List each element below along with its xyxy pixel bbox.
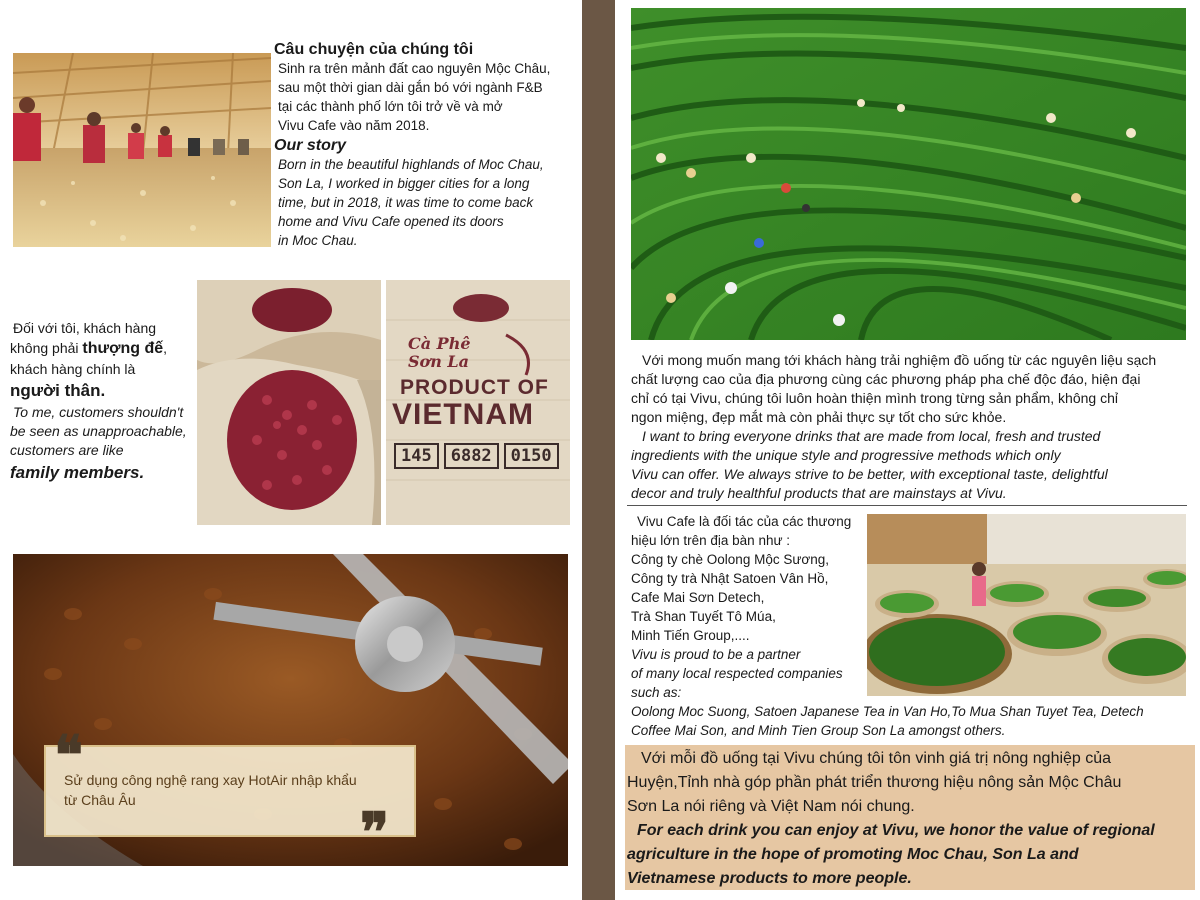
partners-en-line: Vivu is proud to be a partner [631,647,801,662]
partners-vn-line: Công ty trà Nhật Satoen Vân Hồ, [631,571,829,586]
honor-vn-line: Huyện,Tỉnh nhà góp phần phát triển thương hiệu nông sản Mộc Châu [627,774,1122,791]
open-quote-icon: ❝ [54,723,84,787]
honor-text-block [627,747,1193,891]
customers-vn-line: không phải thượng đế, [10,340,168,357]
partners-vn-line: Công ty chè Oolong Mộc Sương, [631,552,829,567]
story-body-vn-line: tại các thành phố lớn tôi trở về và mở [278,99,503,114]
honor-vn-line: Với mỗi đồ uống tại Vivu chúng tôi tôn vinh giá trị nông nghiệp của [641,750,1112,767]
story-body-en-line: Son La, I worked in bigger cities for a long [278,176,530,191]
mission-en-line: Vivu can offer. We always strive to be better, with exceptional taste, delightful [631,466,1108,482]
story-body-en-line: in Moc Chau. [278,233,358,248]
partners-en-line: of many local respected companies [631,666,843,681]
mission-en-line: ingredients with the unique style and progressive methods which only [631,447,1061,463]
story-body-vn [278,59,580,135]
mission-vn-line: ngon miệng, đẹp mắt mà còn phải thực sự tốt cho sức khỏe. [631,409,1007,425]
section-rule [627,505,1187,506]
sack-code: 6882 [444,443,499,469]
mission-vn-line: Với mong muốn mang tới khách hàng trải nghiệm đồ uống từ các nguyên liệu sạch [642,352,1157,368]
mission-vn-line: chỉ có tại Vivu, chúng tôi luôn hoàn thiện mình trong từng sản phẩm, không chỉ [631,390,1118,406]
roast-quote-line: Sử dụng công nghệ rang xay HotAir nhập khẩu [64,772,357,788]
story-text-block [274,41,580,250]
customers-en-line: customers are like [10,442,124,458]
story-title-vn: Câu chuyện của chúng tôi [274,41,474,58]
story-title-en: Our story [274,137,347,154]
sack-product-of-text: PRODUCT OF [400,376,549,399]
sack-vietnam-text: VIETNAM [392,398,534,431]
partners-vn-line: hiệu lớn trên địa bàn như : [631,533,790,548]
partners-text-block [631,512,1191,740]
honor-en-line: Vietnamese products to more people. [627,870,912,887]
story-body-vn-line: Vivu Cafe vào năm 2018. [278,118,430,133]
tea-plantation-photo [631,8,1186,340]
close-quote-icon: ❞ [360,800,390,864]
customers-en-line: To me, customers shouldn't [13,404,184,420]
customers-en-line: be seen as unapproachable, [10,423,187,439]
customers-text-block [10,318,196,486]
honor-en-line: For each drink you can enjoy at Vivu, we honor the value of regional [637,822,1155,839]
partners-vn-line: Vivu Cafe là đối tác của các thương [637,514,852,529]
partners-en-line: such as: [631,685,682,700]
customers-en-emphasis: family members. [10,463,145,482]
story-body-vn-line: sau một thời gian dài gắn bó với ngành F&B [278,80,543,95]
sack-code: 0150 [504,443,559,469]
page-divider [582,0,615,900]
mission-en-line: decor and truly healthful products that are mainstays at Vivu. [631,485,1007,501]
partners-en-line: Coffee Mai Son, and Minh Tien Group Son La amongst others. [631,723,1006,738]
story-body-vn-line: Sinh ra trên mảnh đất cao nguyên Mộc Châu, [278,61,551,76]
mission-vn-line: chất lượng cao của địa phương cùng các phương pháp pha chế độc đáo, hiện đại [631,371,1141,387]
partners-vn-line: Cafe Mai Sơn Detech, [631,590,765,605]
story-body-en-line: home and Vivu Cafe opened its doors [278,214,504,229]
partners-vn-line: Minh Tiến Group,.... [631,628,750,643]
mission-text-block [631,351,1191,503]
story-body-en [278,155,580,250]
roast-quote-text [64,770,357,810]
sack-code: 145 [394,443,439,469]
roast-quote-line: từ Châu Âu [64,792,136,808]
partners-vn-line: Trà Shan Tuyết Tô Múa, [631,609,776,624]
sack-codes [394,443,559,469]
coffee-drying-photo [13,53,271,247]
honor-vn-line: Sơn La nói riêng và Việt Nam nói chung. [627,798,915,815]
customers-vn-line: Đối với tôi, khách hàng [13,320,157,336]
coffee-sack-photo [386,280,570,525]
honor-en-line: agriculture in the hope of promoting Moc Chau, Son La and [627,846,1079,863]
story-body-en-line: time, but in 2018, it was time to come back [278,195,534,210]
sack-brand-text: Cà Phê Sơn La [408,334,471,371]
partners-en-line: Oolong Moc Suong, Satoen Japanese Tea in Van Ho,To Mua Shan Tuyet Tea, Detech [631,704,1144,719]
story-body-en-line: Born in the beautiful highlands of Moc Chau, [278,157,544,172]
mission-en-line: I want to bring everyone drinks that are made from local, fresh and trusted [642,428,1101,444]
customers-vn-line: khách hàng chính là [10,361,136,377]
coffee-cherries-photo [197,280,381,525]
customers-vn-emphasis: người thân. [10,381,106,400]
